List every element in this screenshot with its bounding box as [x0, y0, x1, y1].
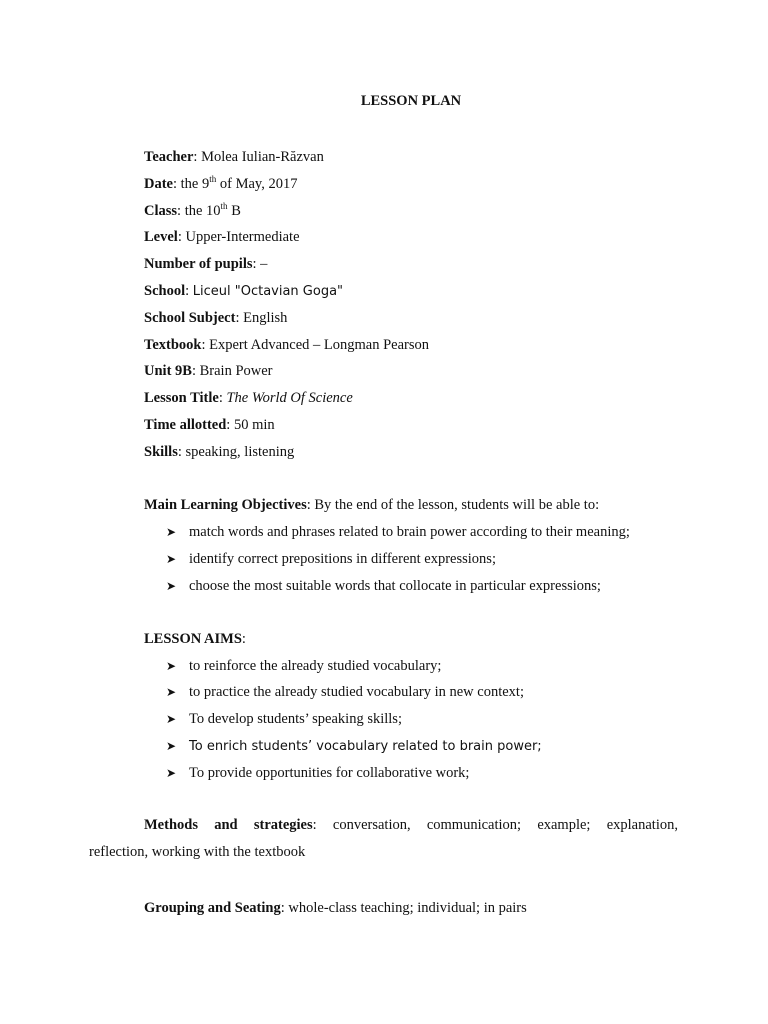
skills-label: Skills — [144, 444, 178, 460]
aim-item — [166, 657, 441, 675]
lesson-title-label: Lesson Title — [144, 390, 219, 406]
methods-word: explanation, — [606, 817, 678, 833]
aim-text: To develop students’ speaking skills; — [189, 711, 402, 727]
class-field: Class: the 10th B — [144, 201, 241, 219]
unit-label: Unit 9B — [144, 363, 192, 379]
textbook-label: Textbook — [144, 337, 202, 353]
date-value-post: of May, 2017 — [216, 176, 298, 192]
arrowhead-bullet-icon: ➤ — [166, 712, 177, 726]
teacher-field: Teacher: Molea Iulian-Răzvan — [144, 149, 324, 165]
aim-text: To provide opportunities for collaborative work; — [189, 765, 470, 781]
unit-field: Unit 9B: Brain Power — [144, 363, 273, 379]
aim-text: to practice the already studied vocabulary in new context; — [189, 684, 524, 700]
objective-text: choose the most suitable words that collocate in particular expressions; — [189, 578, 601, 594]
arrowhead-bullet-icon: ➤ — [166, 659, 177, 673]
grouping-value: whole-class teaching; individual; in pairs — [288, 900, 527, 916]
class-value-pre: the 10 — [184, 203, 221, 219]
page-title: LESSON PLAN — [360, 93, 462, 109]
objective-item — [166, 550, 496, 568]
aim-item — [166, 683, 524, 701]
arrowhead-bullet-icon: ➤ — [166, 579, 177, 593]
objective-item — [166, 523, 630, 541]
lesson-title-field: Lesson Title: The World Of Science — [144, 390, 353, 406]
grouping-field: Grouping and Seating: whole-class teaching; individual; in pairs — [144, 900, 527, 916]
methods-label-word-1: Methods — [144, 817, 198, 833]
arrowhead-bullet-icon: ➤ — [166, 739, 177, 753]
date-value-sup: th — [209, 174, 217, 185]
methods-line — [144, 816, 678, 834]
time-field: Time allotted: 50 min — [144, 417, 275, 433]
teacher-label: Teacher — [144, 149, 194, 165]
methods-word: communication; — [426, 817, 522, 833]
class-value-sup: th — [220, 201, 228, 212]
date-label: Date — [144, 176, 173, 192]
school-label: School — [144, 283, 186, 299]
objective-text: identify correct prepositions in different expressions; — [189, 551, 496, 567]
school-field: School: Liceul "Octavian Goga" — [144, 283, 344, 299]
objectives-intro: By the end of the lesson, students will be able to: — [314, 497, 600, 513]
pupils-field: Number of pupils: – — [144, 256, 268, 272]
class-label: Class — [144, 203, 178, 219]
class-value-post: B — [227, 203, 241, 219]
arrowhead-bullet-icon: ➤ — [166, 552, 177, 566]
aims-label: LESSON AIMS — [144, 631, 242, 647]
methods-label-word-3: strategies: — [253, 817, 317, 833]
objective-text: match words and phrases related to brain power according to their meaning; — [189, 524, 630, 540]
textbook-value: Expert Advanced – Longman Pearson — [209, 337, 429, 353]
methods-word: conversation, — [332, 817, 411, 833]
school-value: Liceul "Octavian Goga" — [192, 284, 344, 299]
objectives-heading: Main Learning Objectives: By the end of the lesson, students will be able to: — [144, 497, 600, 513]
objectives-label: Main Learning Objectives — [144, 497, 307, 513]
unit-value: Brain Power — [199, 363, 273, 379]
aims-heading: LESSON AIMS: — [144, 631, 246, 647]
methods-label-word-2: and — [214, 817, 238, 833]
skills-value: speaking, listening — [185, 444, 295, 460]
time-label: Time allotted — [144, 417, 227, 433]
aim-text: To enrich students’ vocabulary related to brain power; — [189, 739, 542, 754]
aim-item — [166, 737, 542, 756]
level-value: Upper-Intermediate — [185, 229, 300, 245]
level-field: Level: Upper-Intermediate — [144, 229, 300, 245]
methods-continuation: reflection, working with the textbook — [89, 844, 306, 860]
subject-value: English — [243, 310, 288, 326]
teacher-value: Molea Iulian-Răzvan — [201, 149, 324, 165]
lesson-title-value: The World Of Science — [226, 390, 353, 406]
arrowhead-bullet-icon: ➤ — [166, 525, 177, 539]
aim-text: to reinforce the already studied vocabulary; — [189, 658, 442, 674]
subject-label: School Subject — [144, 310, 236, 326]
grouping-label: Grouping and Seating — [144, 900, 281, 916]
subject-field: School Subject: English — [144, 310, 288, 326]
methods-word: example; — [537, 817, 591, 833]
level-label: Level — [144, 229, 178, 245]
pupils-value: – — [260, 256, 268, 272]
skills-field: Skills: speaking, listening — [144, 444, 295, 460]
arrowhead-bullet-icon: ➤ — [166, 685, 177, 699]
arrowhead-bullet-icon: ➤ — [166, 766, 177, 780]
objective-item — [166, 577, 601, 595]
aim-item — [166, 764, 469, 782]
time-value: 50 min — [233, 417, 275, 433]
date-value-pre: the 9 — [180, 176, 210, 192]
pupils-label: Number of pupils — [144, 256, 253, 272]
textbook-field: Textbook: Expert Advanced – Longman Pearson — [144, 337, 429, 353]
date-field: Date: the 9th of May, 2017 — [144, 174, 298, 192]
aim-item — [166, 710, 402, 728]
